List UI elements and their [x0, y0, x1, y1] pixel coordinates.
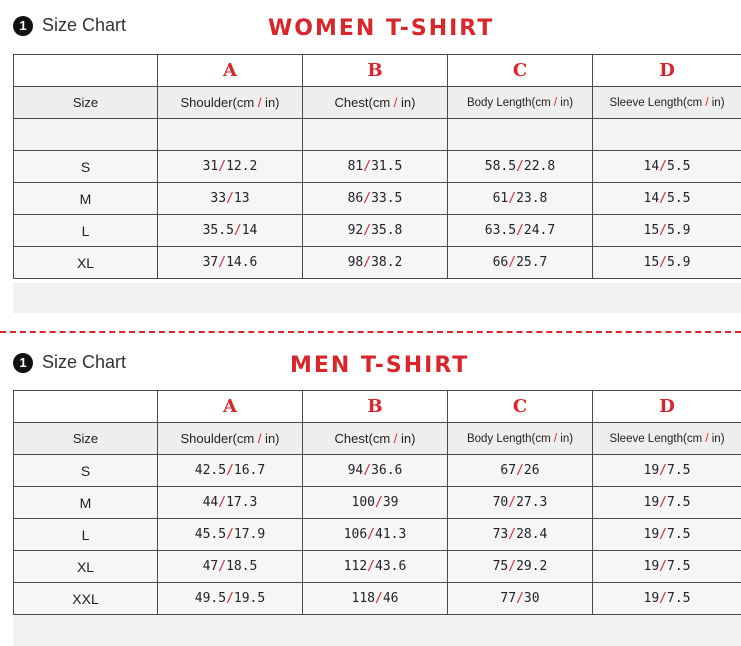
- women-letter-row: [14, 55, 741, 87]
- header-text: Chest(cm: [334, 431, 394, 446]
- separator: /: [659, 559, 667, 574]
- chest-in-value: 39: [382, 495, 399, 510]
- shoulder-cell: [158, 183, 303, 215]
- separator: /: [705, 96, 709, 109]
- body-in-value: 29.2: [516, 559, 548, 574]
- chest-cm-value: 118: [351, 591, 375, 606]
- women-col-sleeve-length: [593, 87, 741, 119]
- shoulder-in-value: 16.7: [233, 463, 266, 478]
- shoulder-cell: [158, 215, 303, 247]
- separator: /: [257, 431, 262, 446]
- separator: /: [233, 223, 242, 238]
- header-text: Shoulder(cm: [180, 431, 258, 446]
- sleeve-cm-value: 19: [643, 495, 660, 510]
- header-text: in): [708, 96, 725, 109]
- chest-in-value: 43.6: [375, 559, 407, 574]
- sleeve-in-value: 7.5: [667, 559, 691, 574]
- separator: /: [508, 527, 517, 542]
- section-divider: [0, 331, 741, 333]
- header-text: in): [708, 432, 725, 445]
- separator: /: [659, 255, 667, 270]
- shoulder-cm-value: 44: [202, 495, 219, 510]
- sleeve-cm-value: 19: [643, 527, 660, 542]
- sleeve-cell: [593, 183, 741, 215]
- sleeve-cell: [593, 551, 741, 583]
- body-cm-value: 70: [492, 495, 509, 510]
- chest-cm-value: 100: [351, 495, 375, 510]
- body-cm-value: 77: [500, 591, 517, 606]
- separator: /: [226, 463, 234, 478]
- body-cm-value: 66: [492, 255, 509, 270]
- size-cell: M: [14, 487, 158, 519]
- body-cm-value: 73: [492, 527, 509, 542]
- table-row: [14, 215, 741, 247]
- women-number-badge: 1: [13, 16, 33, 36]
- body-in-value: 28.4: [516, 527, 548, 542]
- body-in-value: 26: [523, 463, 540, 478]
- separator: /: [508, 559, 517, 574]
- shoulder-cell: [158, 551, 303, 583]
- separator: /: [375, 591, 383, 606]
- header-text: in): [261, 431, 280, 446]
- sleeve-cell: [593, 247, 741, 279]
- separator: /: [508, 191, 517, 206]
- chest-cell: [303, 583, 448, 615]
- chest-in-value: 31.5: [371, 159, 403, 174]
- separator: /: [363, 159, 372, 174]
- women-letter-b: B: [303, 55, 448, 87]
- body-in-value: 25.7: [516, 255, 548, 270]
- sleeve-cm-value: 14: [643, 191, 660, 206]
- women-col-shoulder: [158, 87, 303, 119]
- women-letter-d: D: [593, 55, 741, 87]
- chest-cm-value: 112: [343, 559, 368, 574]
- separator: /: [508, 495, 517, 510]
- table-row: [14, 551, 741, 583]
- body-in-value: 24.7: [523, 223, 556, 238]
- sleeve-in-value: 5.5: [667, 159, 691, 174]
- men-letter-row: [14, 391, 741, 423]
- sleeve-cm-value: 15: [643, 255, 660, 270]
- shoulder-cell: [158, 151, 303, 183]
- men-letter-blank: [14, 391, 158, 423]
- shoulder-cm-value: 37: [202, 255, 219, 270]
- body-cell: [448, 487, 593, 519]
- women-size-chart-label: Size Chart: [42, 15, 127, 35]
- size-cell: M: [14, 183, 158, 215]
- shoulder-in-value: 18.5: [226, 559, 258, 574]
- chest-cm-value: 98: [347, 255, 364, 270]
- header-text: Body Length(cm: [466, 432, 554, 445]
- sleeve-cm-value: 19: [643, 463, 660, 478]
- separator: /: [516, 159, 524, 174]
- size-cell: XL: [14, 247, 158, 279]
- size-cell: XL: [14, 551, 158, 583]
- header-text: Sleeve Length(cm: [609, 432, 706, 445]
- men-letter-a: A: [158, 391, 303, 423]
- body-cm-value: 63.5: [484, 223, 517, 238]
- blank-cell: [448, 119, 593, 151]
- chest-in-value: 33.5: [371, 191, 403, 206]
- chest-in-value: 46: [382, 591, 399, 606]
- women-col-body-length: [448, 87, 593, 119]
- shoulder-cell: [158, 247, 303, 279]
- size-cell: XXL: [14, 583, 158, 615]
- shoulder-in-value: 12.2: [226, 159, 258, 174]
- shoulder-cm-value: 45.5: [194, 527, 227, 542]
- men-col-sleeve-length: [593, 423, 741, 455]
- chest-in-value: 35.8: [371, 223, 403, 238]
- body-cell: [448, 583, 593, 615]
- separator: /: [363, 223, 372, 238]
- women-col-chest: [303, 87, 448, 119]
- men-title: MEN T-SHIRT: [290, 353, 470, 378]
- body-cell: [448, 551, 593, 583]
- sleeve-cm-value: 19: [643, 591, 660, 606]
- men-col-shoulder: [158, 423, 303, 455]
- women-letter-c: C: [448, 55, 593, 87]
- shoulder-cell: [158, 455, 303, 487]
- separator: /: [659, 591, 667, 606]
- chest-cell: [303, 551, 448, 583]
- table-row: [14, 247, 741, 279]
- men-col-size: Size: [14, 423, 158, 455]
- shoulder-cm-value: 31: [202, 159, 219, 174]
- size-cell: S: [14, 455, 158, 487]
- sleeve-cm-value: 14: [643, 159, 660, 174]
- blank-cell: [303, 119, 448, 151]
- chest-in-value: 36.6: [371, 463, 403, 478]
- separator: /: [516, 591, 524, 606]
- body-cell: [448, 519, 593, 551]
- men-header: [0, 336, 741, 384]
- sleeve-cell: [593, 455, 741, 487]
- women-blank-row: [14, 119, 741, 151]
- chest-cell: [303, 215, 448, 247]
- separator: /: [659, 159, 667, 174]
- women-title: WOMEN T-SHIRT: [268, 16, 495, 41]
- body-cm-value: 75: [492, 559, 509, 574]
- header-text: Shoulder(cm: [180, 95, 258, 110]
- chest-cell: [303, 151, 448, 183]
- shoulder-cm-value: 35.5: [202, 223, 234, 238]
- men-footer-band: [13, 615, 741, 646]
- shoulder-cm-value: 42.5: [194, 463, 227, 478]
- table-row: [14, 151, 741, 183]
- body-in-value: 22.8: [523, 159, 556, 174]
- header-text: Sleeve Length(cm: [609, 96, 706, 109]
- shoulder-cell: [158, 519, 303, 551]
- separator: /: [226, 191, 234, 206]
- body-cell: [448, 455, 593, 487]
- separator: /: [659, 191, 667, 206]
- sleeve-cm-value: 15: [643, 223, 660, 238]
- women-header: [0, 0, 741, 48]
- chest-cm-value: 106: [343, 527, 368, 542]
- header-text: in): [397, 431, 416, 446]
- men-size-chart-label: Size Chart: [42, 352, 127, 372]
- body-cm-value: 58.5: [484, 159, 517, 174]
- chest-cell: [303, 519, 448, 551]
- header-text: in): [557, 432, 574, 445]
- sleeve-in-value: 7.5: [667, 495, 691, 510]
- separator: /: [367, 527, 375, 542]
- header-text: in): [557, 96, 574, 109]
- sleeve-in-value: 5.9: [667, 223, 691, 238]
- chest-cm-value: 92: [347, 223, 364, 238]
- body-cell: [448, 183, 593, 215]
- separator: /: [375, 495, 383, 510]
- separator: /: [705, 432, 709, 445]
- size-cell: L: [14, 215, 158, 247]
- women-col-size: Size: [14, 87, 158, 119]
- chest-cm-value: 81: [347, 159, 364, 174]
- women-rows: [14, 151, 741, 279]
- size-cell: S: [14, 151, 158, 183]
- chest-cm-value: 94: [347, 463, 364, 478]
- body-cell: [448, 215, 593, 247]
- header-text: Chest(cm: [334, 95, 394, 110]
- sleeve-in-value: 5.5: [667, 191, 691, 206]
- shoulder-cm-value: 33: [210, 191, 227, 206]
- women-header-row: [14, 87, 741, 119]
- sleeve-cell: [593, 519, 741, 551]
- table-row: [14, 183, 741, 215]
- men-size-table: [13, 390, 741, 615]
- sleeve-cell: [593, 487, 741, 519]
- body-cell: [448, 247, 593, 279]
- separator: /: [659, 463, 667, 478]
- sleeve-cell: [593, 215, 741, 247]
- separator: /: [226, 591, 234, 606]
- separator: /: [553, 96, 558, 109]
- blank-cell: [14, 119, 158, 151]
- shoulder-cm-value: 49.5: [194, 591, 227, 606]
- men-section: [0, 336, 741, 646]
- table-row: [14, 519, 741, 551]
- separator: /: [553, 432, 558, 445]
- separator: /: [257, 95, 262, 110]
- sleeve-in-value: 5.9: [667, 255, 691, 270]
- body-in-value: 27.3: [516, 495, 548, 510]
- chest-in-value: 38.2: [371, 255, 403, 270]
- chest-cell: [303, 487, 448, 519]
- body-in-value: 23.8: [516, 191, 548, 206]
- men-number-badge: 1: [13, 353, 33, 373]
- men-letter-d: D: [593, 391, 741, 423]
- separator: /: [226, 527, 234, 542]
- size-cell: L: [14, 519, 158, 551]
- separator: /: [659, 527, 667, 542]
- blank-cell: [158, 119, 303, 151]
- men-col-chest: [303, 423, 448, 455]
- separator: /: [393, 431, 398, 446]
- shoulder-in-value: 14: [241, 223, 258, 238]
- separator: /: [218, 495, 227, 510]
- separator: /: [516, 223, 524, 238]
- sleeve-in-value: 7.5: [667, 591, 691, 606]
- separator: /: [516, 463, 524, 478]
- shoulder-cell: [158, 487, 303, 519]
- separator: /: [218, 255, 227, 270]
- body-cell: [448, 151, 593, 183]
- sleeve-in-value: 7.5: [667, 527, 691, 542]
- women-letter-blank: [14, 55, 158, 87]
- separator: /: [659, 495, 667, 510]
- sleeve-in-value: 7.5: [667, 463, 691, 478]
- women-size-table: [13, 54, 741, 279]
- table-row: [14, 487, 741, 519]
- shoulder-cm-value: 47: [202, 559, 219, 574]
- sleeve-cell: [593, 151, 741, 183]
- blank-cell: [593, 119, 741, 151]
- shoulder-in-value: 13: [233, 191, 250, 206]
- chest-cm-value: 86: [347, 191, 364, 206]
- sleeve-cell: [593, 583, 741, 615]
- men-letter-c: C: [448, 391, 593, 423]
- chest-cell: [303, 183, 448, 215]
- men-rows: [14, 455, 741, 615]
- women-footer-band: [13, 283, 741, 313]
- header-text: in): [397, 95, 416, 110]
- sleeve-cm-value: 19: [643, 559, 660, 574]
- table-row: [14, 455, 741, 487]
- separator: /: [218, 559, 227, 574]
- separator: /: [218, 159, 227, 174]
- chest-in-value: 41.3: [375, 527, 407, 542]
- shoulder-in-value: 17.3: [226, 495, 258, 510]
- body-cm-value: 67: [500, 463, 517, 478]
- body-cm-value: 61: [492, 191, 509, 206]
- men-header-row: [14, 423, 741, 455]
- separator: /: [363, 463, 372, 478]
- body-in-value: 30: [523, 591, 540, 606]
- women-letter-a: A: [158, 55, 303, 87]
- shoulder-in-value: 19.5: [233, 591, 266, 606]
- shoulder-in-value: 17.9: [233, 527, 266, 542]
- shoulder-cell: [158, 583, 303, 615]
- separator: /: [393, 95, 398, 110]
- shoulder-in-value: 14.6: [226, 255, 258, 270]
- men-letter-b: B: [303, 391, 448, 423]
- chest-cell: [303, 247, 448, 279]
- men-col-body-length: [448, 423, 593, 455]
- separator: /: [659, 223, 667, 238]
- separator: /: [363, 191, 372, 206]
- table-row: [14, 583, 741, 615]
- separator: /: [508, 255, 517, 270]
- chest-cell: [303, 455, 448, 487]
- header-text: in): [261, 95, 280, 110]
- separator: /: [367, 559, 375, 574]
- header-text: Body Length(cm: [466, 96, 554, 109]
- separator: /: [363, 255, 372, 270]
